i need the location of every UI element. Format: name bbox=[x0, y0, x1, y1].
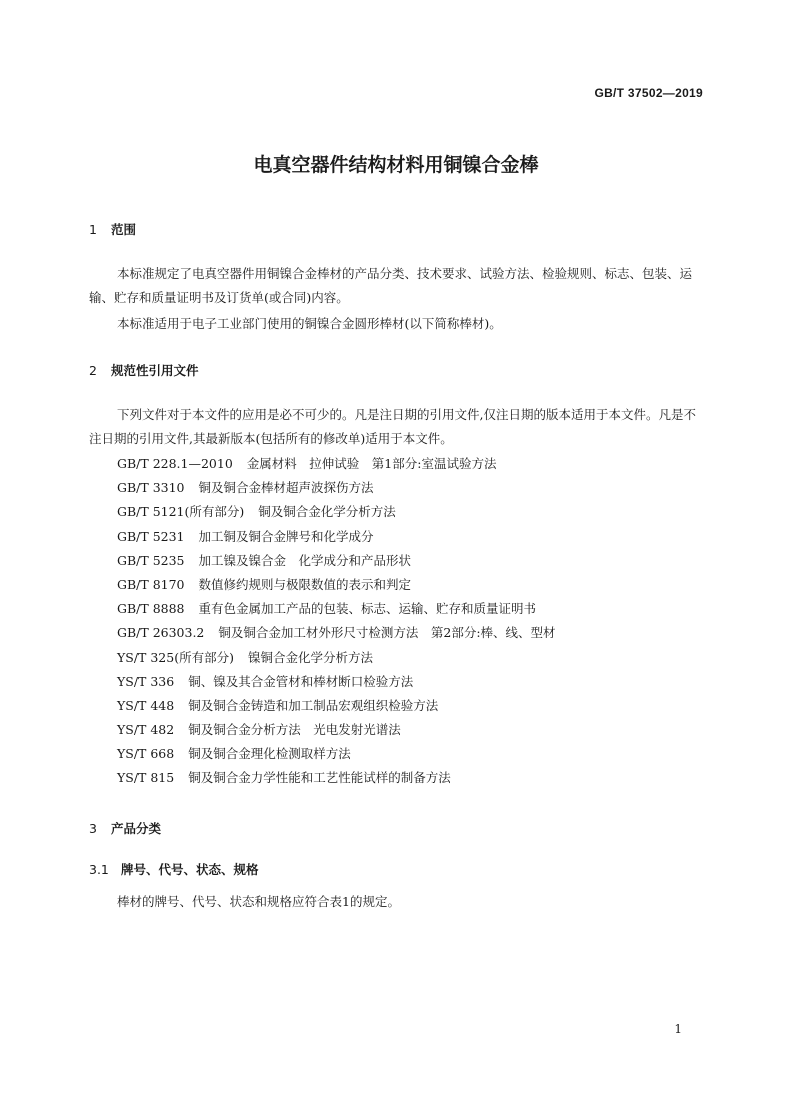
reference-title: 铜及铜合金力学性能和工艺性能试样的制备方法 bbox=[188, 770, 451, 786]
reference-title: 铜、镍及其合金管材和棒材断口检验方法 bbox=[188, 673, 414, 689]
reference-item bbox=[117, 694, 556, 718]
reference-title: 铜及铜合金棒材超声波探伤方法 bbox=[198, 480, 374, 496]
document-title: 电真空器件结构材料用铜镍合金棒 bbox=[253, 154, 539, 176]
reference-code: GB/T 5235 bbox=[117, 552, 185, 568]
reference-title: 铜及铜合金加工材外形尺寸检测方法 第2部分:棒、线、型材 bbox=[218, 625, 556, 641]
reference-item bbox=[117, 525, 556, 549]
subsection-number: 3.1 bbox=[89, 862, 109, 877]
section-3-1-heading bbox=[89, 860, 259, 878]
section-2-heading bbox=[89, 361, 199, 379]
section-number: 3 bbox=[89, 821, 97, 836]
reference-code: YS/T 482 bbox=[117, 722, 175, 738]
reference-item bbox=[117, 597, 556, 621]
reference-code: YS/T 815 bbox=[117, 770, 175, 786]
standard-number: GB/T 37502—2019 bbox=[594, 86, 703, 100]
reference-code: GB/T 8888 bbox=[117, 601, 185, 617]
reference-code: GB/T 5121(所有部分) bbox=[117, 504, 245, 520]
reference-item bbox=[117, 573, 556, 597]
reference-code: GB/T 3310 bbox=[117, 480, 185, 496]
reference-code: YS/T 668 bbox=[117, 746, 175, 762]
paragraph-text: 下列文件对于本文件的应用是必不可少的。凡是注日期的引用文件,仅注日期的版本适用于本文件。凡是不注日期的引用文件,其最新版本(包括所有的修改单)适用于本文件。 bbox=[89, 407, 696, 446]
reference-code: YS/T 325(所有部分) bbox=[117, 649, 234, 665]
reference-code: GB/T 8170 bbox=[117, 576, 185, 592]
section-1-heading bbox=[89, 220, 136, 238]
section-1-paragraph-2 bbox=[89, 312, 705, 336]
reference-list bbox=[117, 452, 556, 791]
reference-item bbox=[117, 549, 556, 573]
section-3-heading bbox=[89, 819, 161, 837]
reference-title: 铜及铜合金化学分析方法 bbox=[258, 504, 396, 520]
subsection-title: 牌号、代号、状态、规格 bbox=[121, 862, 259, 877]
reference-code: GB/T 228.1—2010 bbox=[117, 456, 233, 471]
section-1-paragraph-1 bbox=[89, 262, 705, 310]
reference-item bbox=[117, 670, 556, 694]
section-title: 产品分类 bbox=[111, 821, 162, 836]
reference-title: 铜及铜合金理化检测取样方法 bbox=[188, 746, 351, 762]
reference-title: 加工镍及镍合金 化学成分和产品形状 bbox=[198, 552, 412, 568]
reference-item bbox=[117, 718, 556, 742]
reference-code: YS/T 336 bbox=[117, 673, 175, 689]
reference-item bbox=[117, 500, 556, 524]
section-2-intro bbox=[89, 403, 705, 451]
paragraph-text: 本标准适用于电子工业部门使用的铜镍合金圆形棒材(以下简称棒材)。 bbox=[117, 316, 502, 331]
reference-item bbox=[117, 452, 556, 476]
reference-title: 金属材料 拉伸试验 第1部分:室温试验方法 bbox=[246, 456, 497, 471]
page-number: 1 bbox=[674, 1022, 682, 1036]
paragraph-text: 本标准规定了电真空器件用铜镍合金棒材的产品分类、技术要求、试验方法、检验规则、标志、包装、运输、贮存和质量证明书及订货单(或合同)内容。 bbox=[89, 266, 693, 305]
reference-item bbox=[117, 621, 556, 645]
reference-title: 加工铜及铜合金牌号和化学成分 bbox=[198, 528, 374, 544]
section-number: 2 bbox=[89, 363, 97, 378]
reference-code: GB/T 5231 bbox=[117, 528, 185, 544]
section-3-1-text bbox=[89, 890, 705, 914]
section-title: 规范性引用文件 bbox=[111, 363, 199, 378]
reference-item bbox=[117, 742, 556, 766]
reference-title: 镍铜合金化学分析方法 bbox=[247, 649, 373, 665]
reference-title: 铜及铜合金铸造和加工制品宏观组织检验方法 bbox=[188, 697, 439, 713]
reference-item bbox=[117, 646, 556, 670]
reference-code: YS/T 448 bbox=[117, 697, 175, 713]
section-title: 范围 bbox=[111, 222, 137, 237]
section-number: 1 bbox=[89, 222, 97, 237]
reference-code: GB/T 26303.2 bbox=[117, 625, 205, 641]
paragraph-text: 棒材的牌号、代号、状态和规格应符合表1的规定。 bbox=[117, 894, 400, 909]
reference-item bbox=[117, 766, 556, 790]
reference-title: 数值修约规则与极限数值的表示和判定 bbox=[198, 576, 412, 592]
reference-title: 重有色金属加工产品的包装、标志、运输、贮存和质量证明书 bbox=[198, 601, 537, 617]
reference-title: 铜及铜合金分析方法 光电发射光谱法 bbox=[188, 722, 401, 738]
reference-item bbox=[117, 476, 556, 500]
